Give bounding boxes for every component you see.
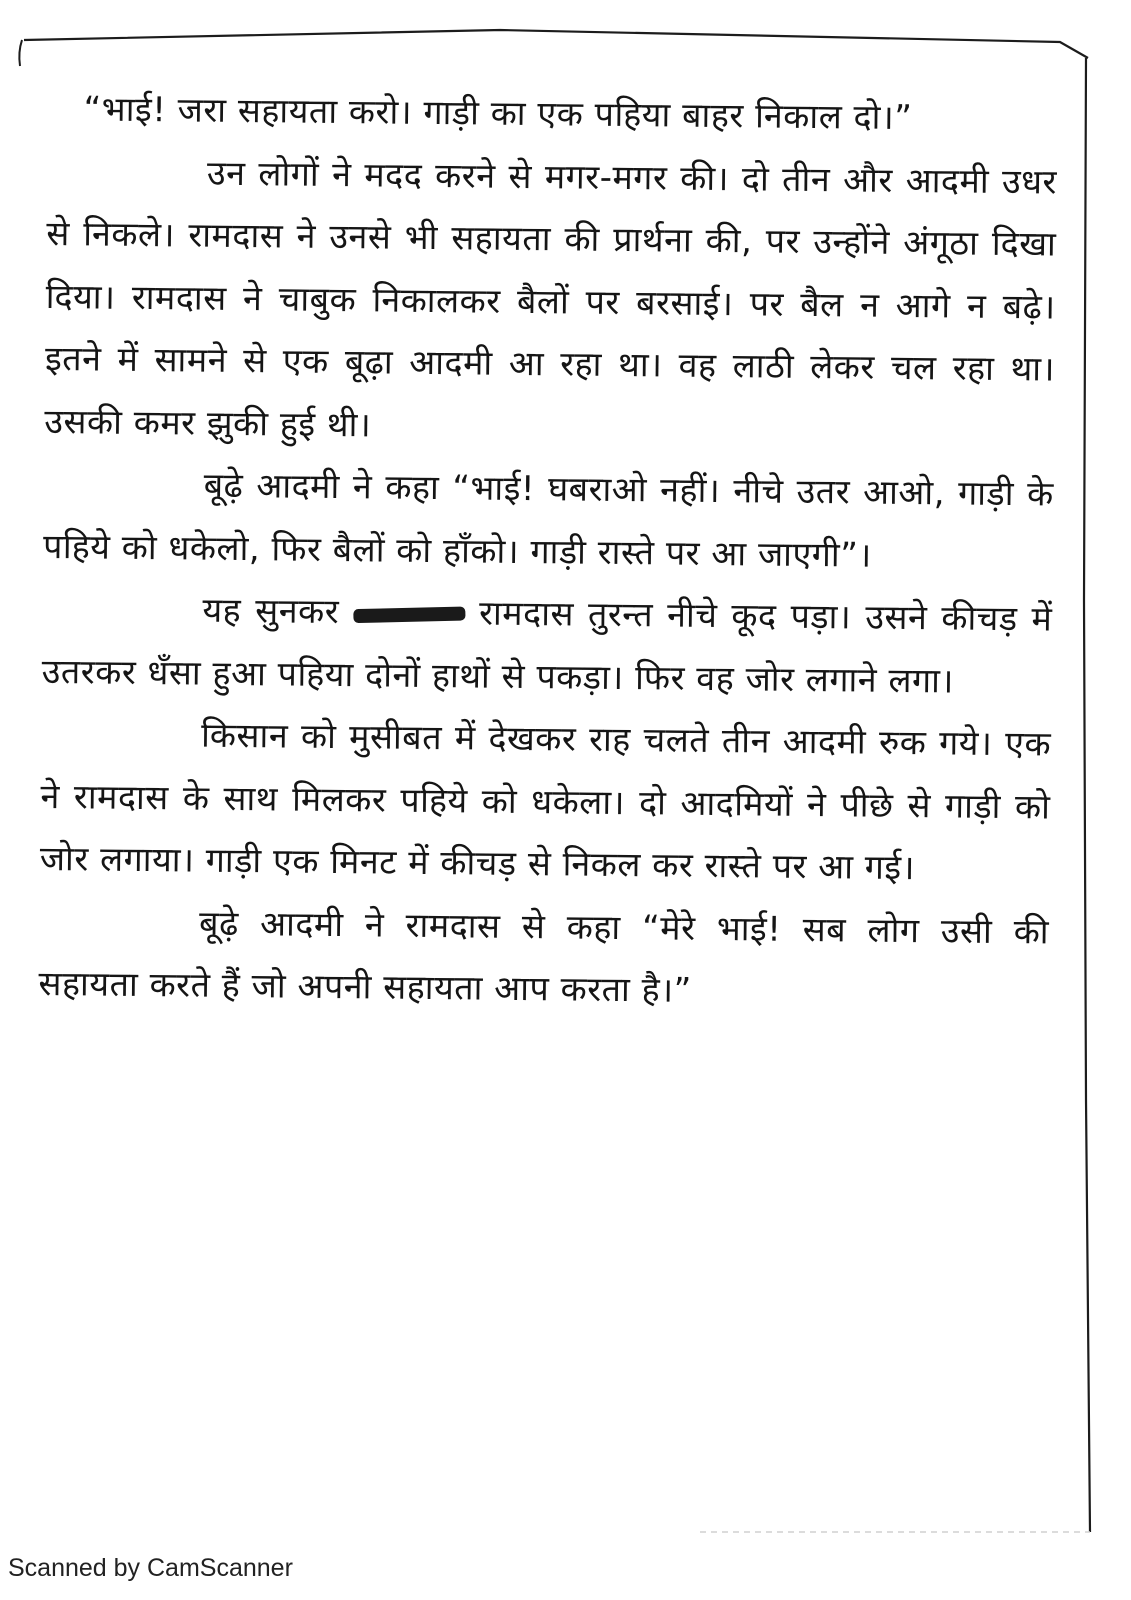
paragraph-6: बूढ़े आदमी ने रामदास से कहा “मेरे भाई! सब लोग उसी की सहायता करते हैं जो अपनी सहायता आप करता है।” [38,903,1050,1011]
handwritten-text [38,78,1058,1026]
paragraph-2: उन लोगों ने मदद करने से मगर-मगर की। दो तीन और आदमी उधर से निकले। रामदास ने उनसे भी सहायता की प्रार्थना की, पर उन्होंने अंगूठा दिखा दिया। रामदास ने चाबुक निकालकर बैलों पर बरसाई। पर बैल न आगे न बढ़े। इतने में सामने से एक बूढ़ा आदमी आ रहा था। वह लाठी लेकर चल रहा था। उसकी कमर झुकी हुई थी। [44,153,1058,445]
scribbled-out-word-icon [353,606,465,623]
paragraph-5: किसान को मुसीबत में देखकर राह चलते तीन आदमी रुक गये। एक ने रामदास के साथ मिलकर पहिये को धकेला। दो आदमियों ने पीछे से गाड़ी को जोर लगाया। गाड़ी एक मिनट में कीचड़ से निकल कर रास्ते पर आ गई। [39,715,1052,889]
paragraph-3: बूढ़े आदमी ने कहा “भाई! घबराओ नहीं। नीचे उतर आओ, गाड़ी के पहिये को धकेलो, फिर बैलों को हाँको। गाड़ी रास्ते पर आ जाएगी”। [42,465,1054,576]
paragraph-1: “भाई! जरा सहायता करो। गाड़ी का एक पहिया बाहर निकाल दो।” [83,89,913,139]
paragraph-4 [41,578,1052,714]
paragraph-4-body: रामदास तुरन्त नीचे कूद पड़ा। उसने कीचड़ में उतरकर धँसा हुआ पहिया दोनों हाथों से पकड़ा। फिर वह जोर लगाने लगा। [41,593,1053,702]
scanner-watermark: Scanned by CamScanner [8,1554,293,1582]
paragraph-4-lead: यह सुनकर [202,590,340,633]
